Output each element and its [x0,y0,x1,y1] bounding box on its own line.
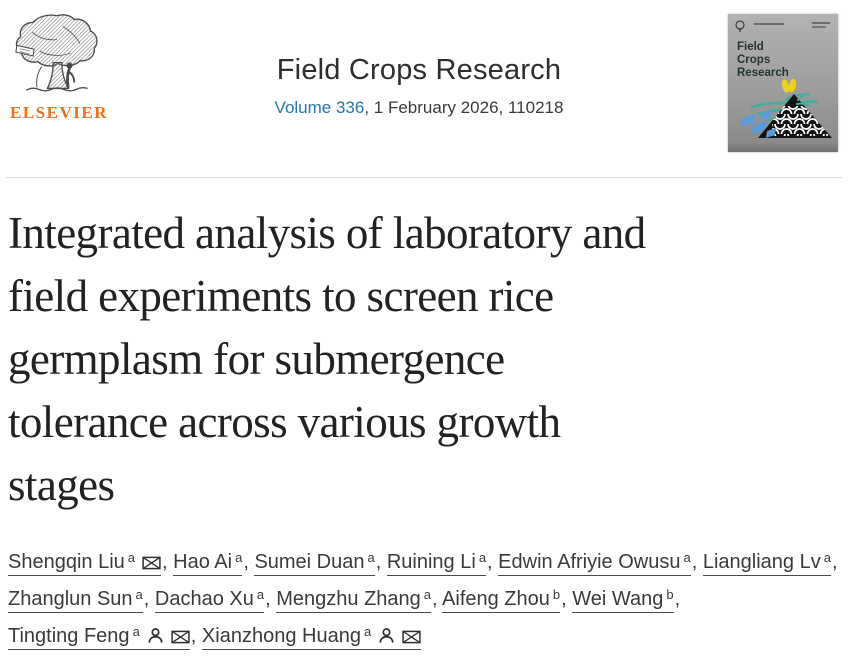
author-separator: , [143,588,155,610]
article-header [0,0,848,178]
issue-info: , 1 February 2026, 110218 [364,98,564,117]
author-shengqin-liu[interactable] [8,551,161,576]
author-name: Tingting Feng [8,625,130,647]
author-name: Dachao Xu [154,588,254,610]
author-separator: , [831,551,838,573]
author-name: Xianzhong Huang [201,625,361,647]
author-name: Edwin Afriyie Owusu [498,551,681,573]
author-affiliation-superscript: a [683,550,691,565]
author-separator: , [432,588,443,610]
journal-issue-line [104,98,734,118]
author-name: Aifeng Zhou [442,588,550,610]
author-separator: , [674,588,681,610]
author-separator: , [375,551,387,573]
author-mengzhu-zhang[interactable] [276,588,431,613]
author-affiliation-superscript: a [367,550,375,565]
author-affiliation-superscript: a [135,587,143,602]
author-liangliang-lv[interactable] [703,551,831,576]
author-edwin-afriyie-owusu[interactable] [498,551,691,576]
elsevier-wordmark: ELSEVIER [10,103,108,122]
person-icon [378,618,395,655]
elsevier-tree-icon [10,12,104,101]
author-dachao-xu[interactable] [155,588,264,613]
author-hao-ai[interactable] [173,551,242,576]
author-tingting-feng[interactable] [8,625,190,650]
author-separator: , [162,551,174,573]
author-separator: , [243,551,255,573]
journal-title-link[interactable]: Field Crops Research [276,54,562,86]
author-affiliation-superscript: a [423,587,432,602]
author-separator: , [265,588,277,610]
header-divider [6,177,842,178]
author-name: Liangliang Lv [702,551,821,573]
journal-cover-thumbnail[interactable] [728,14,838,152]
journal-block [104,54,734,118]
author-name: Shengqin Liu [8,551,125,573]
author-wei-wang[interactable] [572,588,673,613]
author-affiliation-superscript: b [552,587,561,602]
author-ruining-li[interactable] [387,551,486,576]
envelope-icon [142,544,161,581]
author-aifeng-zhou[interactable] [442,588,560,613]
author-zhanglun-sun[interactable] [8,588,143,613]
volume-link[interactable]: Volume 336 [274,98,365,117]
author-sumei-duan[interactable] [254,551,374,576]
author-separator: , [190,625,202,647]
article-title-line: Integrated analysis of laboratory and [8,208,646,258]
author-name: Zhanglun Sun [8,588,133,610]
author-name: Sumei Duan [254,551,365,573]
author-affiliation-superscript: a [235,550,243,565]
author-affiliation-superscript: b [666,587,674,602]
author-separator: , [691,551,703,573]
author-name: Ruining Li [386,551,476,573]
author-name: Wei Wang [572,588,664,610]
envelope-icon [171,618,190,655]
author-name: Mengzhu Zhang [276,588,421,610]
person-icon [147,618,164,655]
article-title-line: tolerance across various growth [8,397,561,447]
author-affiliation-superscript: a [363,624,372,639]
article-title-line: germplasm for submergence [8,334,505,384]
author-separator: , [561,588,573,610]
author-list [8,544,838,655]
cover-journal-title: Field Crops Research [737,41,789,79]
author-affiliation-superscript: a [256,587,265,602]
envelope-icon [402,618,421,655]
author-affiliation-superscript: a [127,550,136,565]
author-xianzhong-huang[interactable] [202,625,421,650]
article-title [8,202,840,517]
author-affiliation-superscript: a [823,550,831,565]
author-separator: , [487,551,499,573]
author-affiliation-superscript: a [132,624,140,639]
article-title-line: field experiments to screen rice [8,271,554,321]
article-title-line: stages [8,460,115,510]
author-name: Hao Ai [173,551,233,573]
elsevier-logo-link[interactable] [10,12,108,123]
author-affiliation-superscript: a [478,550,487,565]
